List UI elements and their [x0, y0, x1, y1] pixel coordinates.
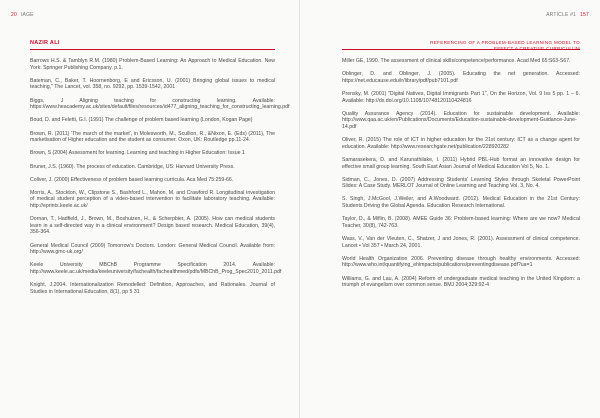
running-title: REFERENCING OF A PROBLEM-BASED LEARNING MODEL TO EFFECT A CREATIVE CURRICULUM: [430, 40, 580, 51]
left-page-header: [11, 12, 34, 18]
article-label: ARTICLE #1: [546, 12, 577, 18]
left-divider: [30, 49, 275, 50]
reference-entry: World Health Organization 2006. Preventing disease through healthy environments. Accessed: http://www.who.int/quantifying_ehimpacts/publications/preventingdisease.pdf?ua=1: [342, 255, 580, 269]
journal-label: IAGE: [20, 12, 34, 18]
right-page-header: [546, 12, 589, 18]
reference-entry: General Medical Council (2009) Tomorrow's Doctors. London: General Medical Council. Available from: http://www.gmc-uk.org/: [30, 242, 275, 256]
reference-entry: Bateman, C., Baker, T. Hoornenborg, E and Ericsson, U. (2001) Bringing global issues to medical teaching," The Lancet, vol. 358, no. 9292, pp. 1539-1542, 2001: [30, 77, 275, 91]
reference-entry: Brown, S (2004) Assessment for learning. Learning and teaching in Higher Education: Issue 1: [30, 150, 245, 157]
reference-entry: Wass, V., Van der Vleuten, C., Shatzer, J and Jones, R. (2001). Assessment of clinical competence. Lancet • Vol 357 • March 24, 2001.: [342, 236, 580, 249]
right-divider: [342, 49, 580, 50]
reference-entry: Brown, R. (2011) 'The march of the market', in Molesworth, M., Scullion, R., &Nixon, E. (Eds) (2011), The marketisation of Higher education and the student as consumer. Oxon, UK: Routledge pp.11-24.: [30, 130, 275, 144]
reference-entry: Dornan, T., Hadfield, J., Brown, M., Boshuizen, H., & Scherpbier, A. (2005). How can medical students learn in a self-directed way in a clinical environment? Design based research. Medical Education, 39(4), 356-364.: [30, 216, 275, 236]
author-name: NAZIR ALI: [30, 40, 60, 46]
reference-entry: Sidman, C., Jones, D. (2007) Addressing Students' Learning Styles through Skeletal PowerPoint Slides: A Case Study. MERLOT Journal of Online Learning and Teaching Vol. 3, No. 4.: [342, 176, 580, 190]
reference-entry: Biggs, J Aligning teaching for constructing learning. Available: https://www.heacademy.ac.uk/sites/default/files/resources/id477_aligning_teaching_for_constructing_learning.pdf: [30, 97, 290, 111]
reference-entry: Boud, D. and Feletti, G.I. (1991) The challenge of problem based learning (London, Kogan Page): [30, 117, 253, 124]
reference-entry: S. Singh, J.McGool, J.Weiler, and A.Woodward. (2012). Medical Education in the 21st Century: Students Driving the Global Agenda. Education Research International.: [342, 196, 580, 210]
right-page-number: 157: [580, 12, 589, 18]
reference-entry: Bruner, J.S. (1960). The process of education. Cambridge, US: Harvard University Press.: [30, 163, 235, 170]
reference-entry: Oliver, R. (2015) The role of ICT in higher education for the 21st century: ICT as a change agent for education. Available: http://www.researchgate.net/publication/228920282: [342, 137, 580, 150]
reference-entry: Knight, J.2004. Internationalization Remodelled: Definition, Approaches, and Rationales. Journal of Studies in International Education, 8(1), pp 5 31: [30, 282, 275, 295]
reference-entry: Samarasekera, D. and Karunathilake, I. (2011) Hybrid PBL-Hub format an innovative design for effective small group learning. South East Asian Journal of Medical Education Vol 5, No. 1.: [342, 156, 580, 170]
right-reference-list: [342, 58, 580, 295]
left-reference-list: [30, 58, 290, 302]
reference-entry: Taylor, D., & Miflin, B. (2008). AMEE Guide 36: Problem-based learning: Where are we now? Medical Teacher, 30(8), 742-763.: [342, 216, 580, 229]
reference-entry: Collver, J. (2000) Effectiveness of problem based learning curricula. Aca Med 75:259-66.: [30, 176, 234, 183]
reference-entry: Miller GE, 1990. The assessment of clinical skills/competence/performance. Acad Med 65:S63-S67.: [342, 58, 571, 64]
reference-entry: Prensky, M. (2001) "Digital Natives, Digital Immigrants Part 1", On the Horizon, Vol. 9 Iss 5 pp. 1 – 6. Available: http://dx.doi.org/10.1108/10748120110424816: [342, 90, 580, 104]
reference-entry: Williams, G. and Lau, A. (2004) Reform of undergraduate medical teaching in the United Kingdom: a triumph of evangelism over common sense. BMJ 2004;329:92-4: [342, 275, 580, 289]
left-page-number: 20: [11, 12, 17, 18]
reference-entry: Keele University MBChB Programme Specification 2014. Available: http://www.keele.ac.uk/media/keeleuniversity/fachealth/fachealthmed/pdfs/MBChB_Prog_Spec2010_2011.pdf: [30, 262, 282, 275]
reference-entry: Morris, A., Stockton, W., Clipstone S., Bashford L., Mahon, M. and Crawford R. Longitudinal investigation of medical student perception of a video-based intervention to facilitate laboratory teaching. Available: http://eprints.keele.ac.uk/: [30, 189, 275, 210]
reference-entry: Quality Assurance Agency (2014). Education for sustainable development. Available: http://www.qaa.ac.uk/en/Publications/Documents/Education-sustainable-development-Guidance-June-14.pdf: [342, 110, 580, 130]
reference-entry: Oblinger, D. and Oblinger, J. (2005). Educating the net generation. Accessed: https://net.educause.edu/ir/library/pdf/pub7101.pdf: [342, 71, 580, 84]
reference-entry: Barrows H.S. & Tamblyn R.M. (1980) Problem-Based Learning: An Approach to Medical Education. New York: Springer Publishing Company. p.1.: [30, 58, 275, 71]
